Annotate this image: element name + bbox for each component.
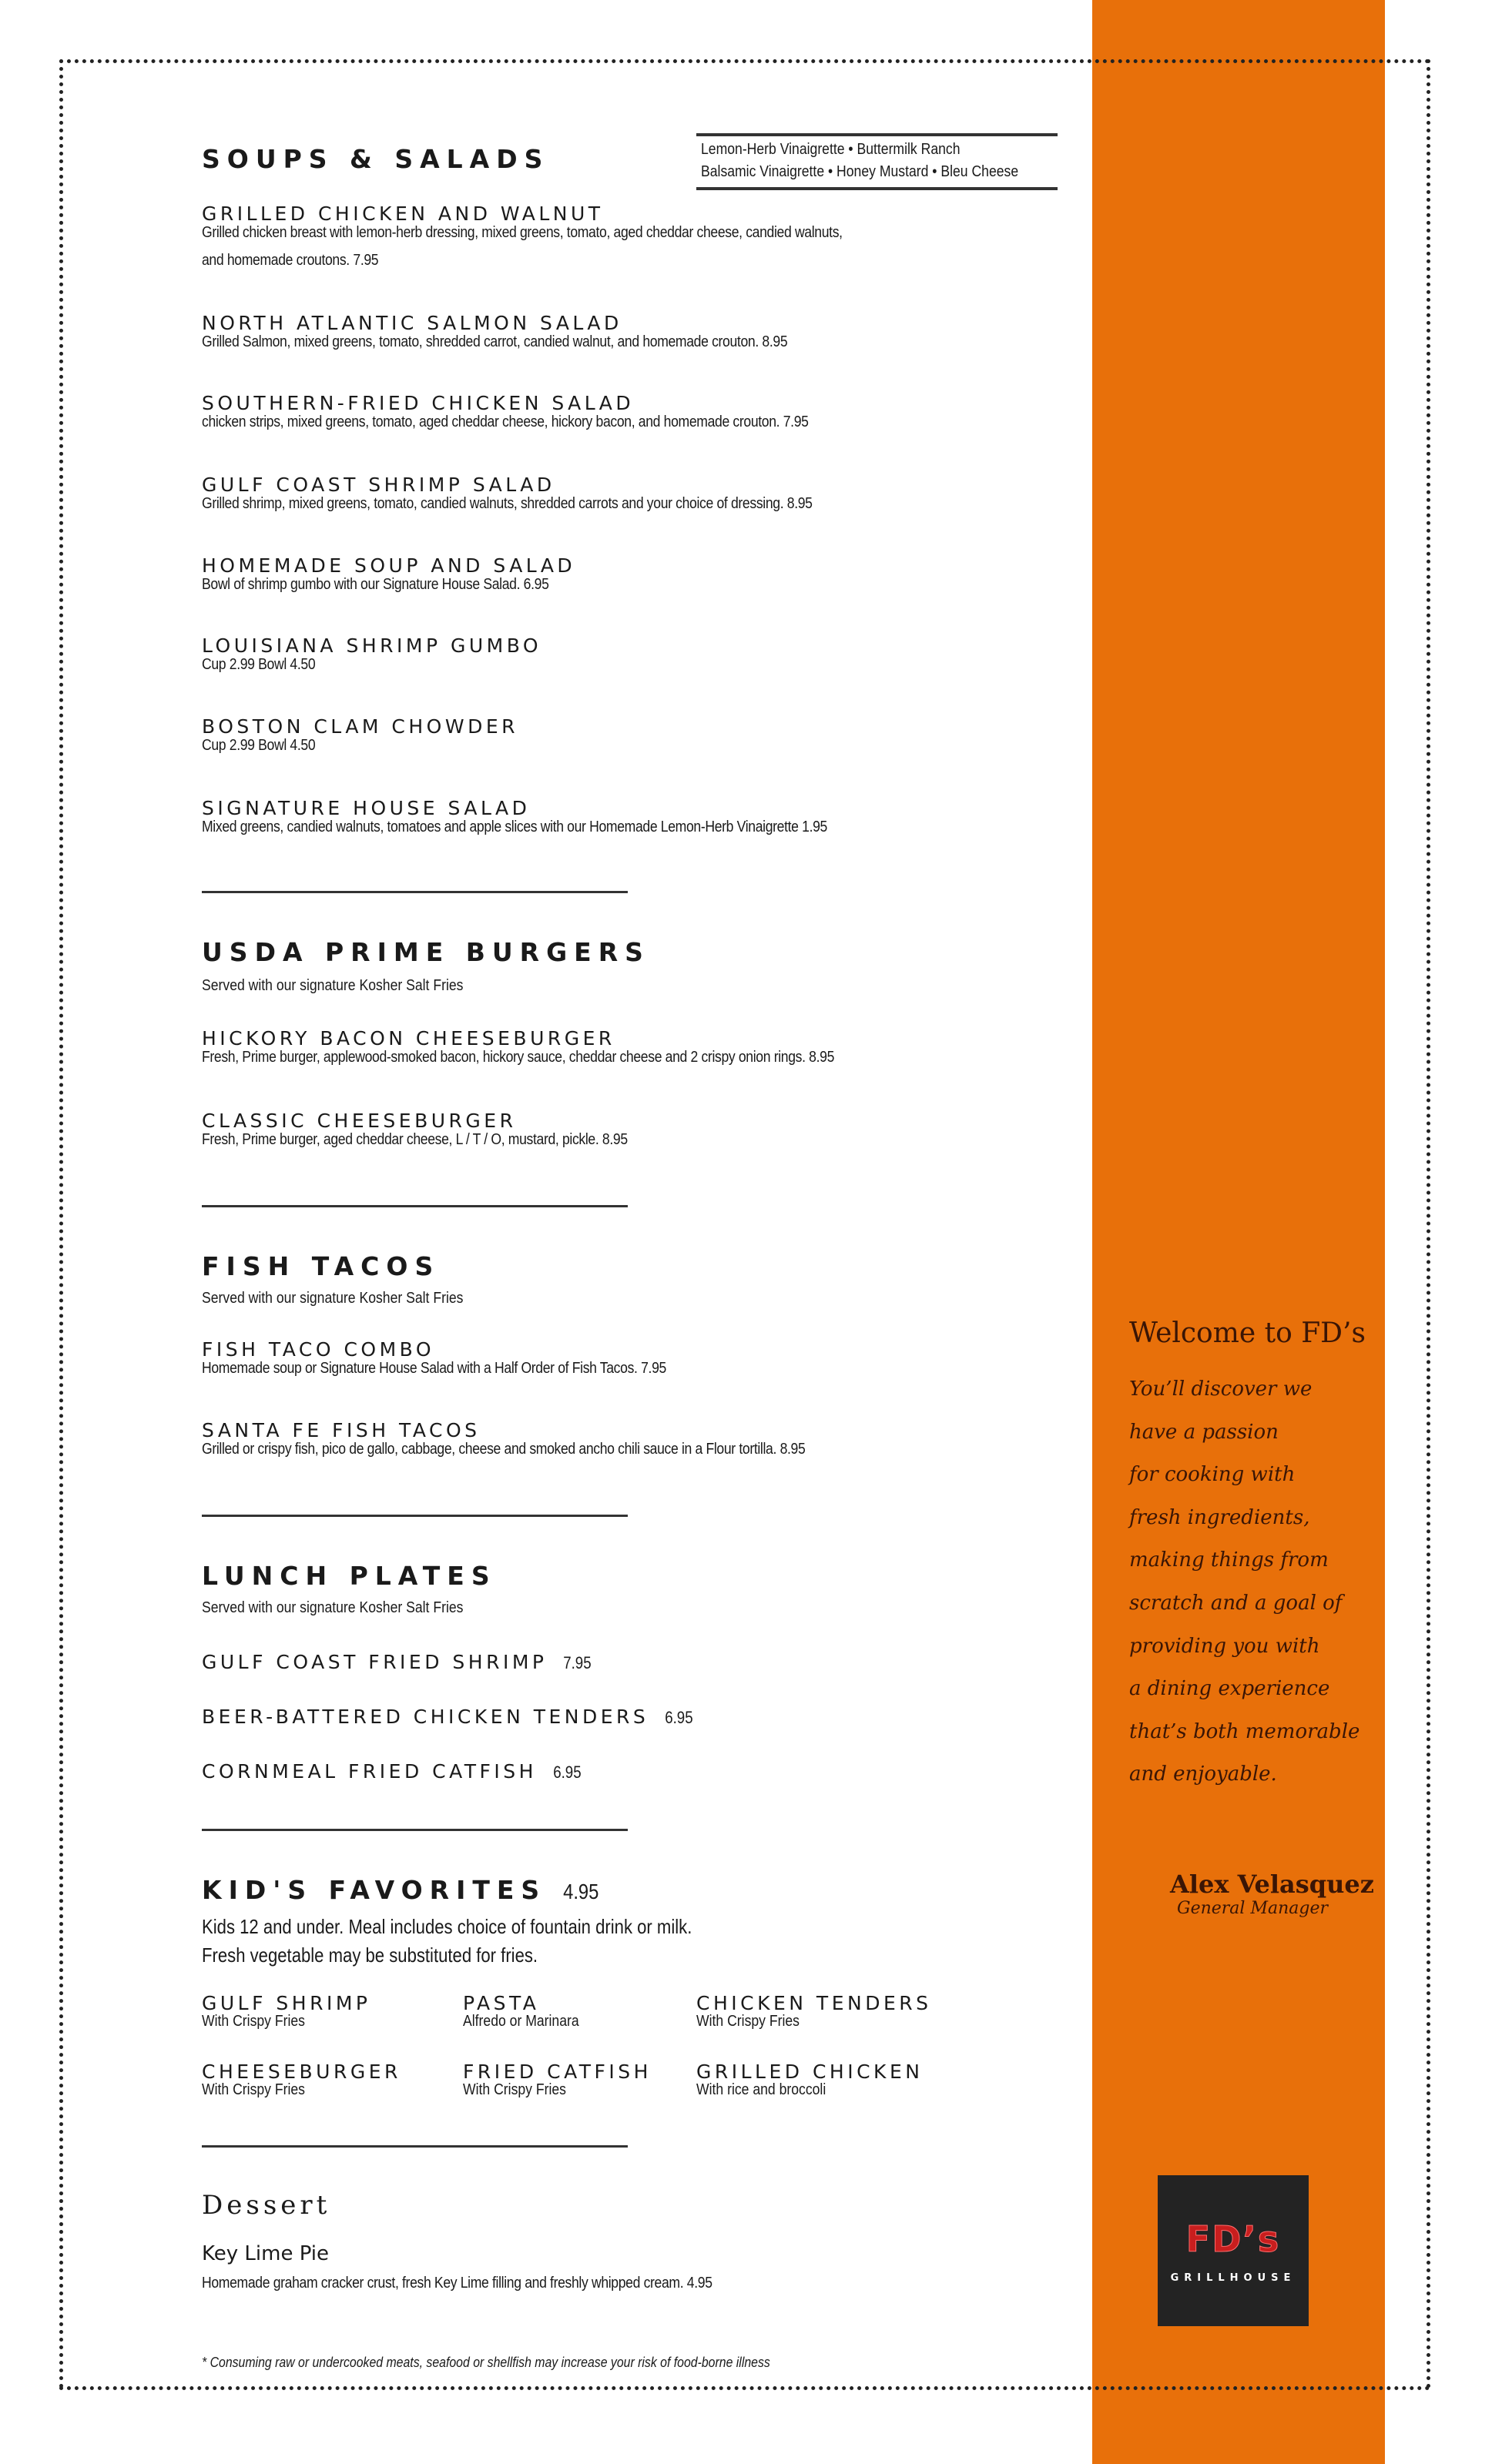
menu-item-description: Grilled chicken breast with lemon-herb dressing, mixed greens, tomato, aged cheddar cheese, candied walnuts,: [202, 224, 843, 241]
kids-note: Fresh vegetable may be substituted for fries.: [202, 1943, 538, 1967]
menu-item: [202, 1706, 696, 1729]
kids-item-subtitle: With rice and broccoli: [696, 2081, 826, 2098]
kids-item-subtitle: With Crispy Fries: [696, 2013, 800, 2030]
section-subtitle: Served with our signature Kosher Salt Fries: [202, 977, 464, 994]
dessert-item-name: Key Lime Pie: [202, 2242, 330, 2265]
welcome-text-line: that’s both memorable: [1129, 1719, 1360, 1743]
welcome-text-line: for cooking with: [1129, 1463, 1296, 1487]
kids-item-name: FRIED CATFISH: [463, 2061, 652, 2083]
menu-item: [202, 1760, 584, 1784]
menu-item-description: Homemade soup or Signature House Salad with a Half Order of Fish Tacos. 7.95: [202, 1360, 666, 1377]
section-divider: [202, 1829, 628, 1831]
kids-title: KID'S FAVORITES: [202, 1875, 547, 1905]
divider: [696, 187, 1058, 190]
section-subtitle: Served with our signature Kosher Salt Fries: [202, 1290, 464, 1307]
welcome-text-line: scratch and a goal of: [1129, 1592, 1343, 1615]
menu-item: [202, 1651, 594, 1675]
menu-item-name: BOSTON CLAM CHOWDER: [202, 715, 519, 738]
menu-item-description: Grilled shrimp, mixed greens, tomato, candied walnuts, shredded carrots and your choice of dressing. 8.95: [202, 495, 813, 512]
menu-item-description: Cup 2.99 Bowl 4.50: [202, 737, 316, 754]
menu-item-name: BEER-BATTERED CHICKEN TENDERS: [202, 1706, 649, 1728]
menu-item-description: Fresh, Prime burger, aged cheddar cheese, L / T / O, mustard, pickle. 8.95: [202, 1131, 628, 1148]
menu-item-name: GULF COAST FRIED SHRIMP: [202, 1651, 548, 1673]
menu-item-name: NORTH ATLANTIC SALMON SALAD: [202, 312, 622, 334]
menu-item-name: HICKORY BACON CHEESEBURGER: [202, 1027, 615, 1050]
welcome-text-line: making things from: [1129, 1548, 1329, 1572]
menu-item-name: GRILLED CHICKEN AND WALNUT: [202, 203, 604, 225]
menu-item-name: HOMEMADE SOUP AND SALAD: [202, 554, 576, 577]
section-divider: [202, 1205, 628, 1207]
welcome-text-line: fresh ingredients,: [1129, 1505, 1310, 1529]
kids-item-subtitle: With Crispy Fries: [202, 2013, 305, 2030]
menu-item-description: Grilled Salmon, mixed greens, tomato, shredded carrot, candied walnut, and homemade crouton. 8.95: [202, 333, 788, 350]
welcome-text-line: providing you with: [1129, 1634, 1320, 1658]
menu-item-name: CORNMEAL FRIED CATFISH: [202, 1760, 537, 1783]
section-title-lunch-plates: LUNCH PLATES: [202, 1561, 497, 1591]
fds-grillhouse-logo: [1158, 2175, 1309, 2326]
section-title-dessert: Dessert: [202, 2190, 331, 2221]
kids-item-subtitle: With Crispy Fries: [463, 2081, 566, 2098]
dressing-line-1: Lemon-Herb Vinaigrette • Buttermilk Ranch: [701, 141, 961, 158]
menu-item-name: LOUISIANA SHRIMP GUMBO: [202, 634, 542, 657]
logo-subtitle: GRILLHOUSE: [1170, 2272, 1296, 2284]
section-divider: [202, 891, 628, 893]
kids-item-name: CHEESEBURGER: [202, 2061, 401, 2083]
dessert-item-description: Homemade graham cracker crust, fresh Key Lime filling and freshly whipped cream. 4.95: [202, 2275, 712, 2292]
menu-item-description: Fresh, Prime burger, applewood-smoked bacon, hickory sauce, cheddar cheese and 2 crispy onion rings. 8.95: [202, 1049, 835, 1066]
menu-item-description: Bowl of shrimp gumbo with our Signature House Salad. 6.95: [202, 576, 549, 593]
menu-item-description: Grilled or crispy fish, pico de gallo, cabbage, cheese and smoked ancho chili sauce in a Flour tortilla. 8.95: [202, 1441, 806, 1458]
section-divider: [202, 1515, 628, 1517]
section-title-soups-salads: SOUPS & SALADS: [202, 144, 550, 174]
logo-mark: FD’s: [1185, 2218, 1281, 2260]
menu-item-name: GULF COAST SHRIMP SALAD: [202, 474, 555, 496]
kids-item-name: GULF SHRIMP: [202, 1992, 371, 2014]
menu-item-name: CLASSIC CHEESEBURGER: [202, 1110, 517, 1132]
menu-item-price: 6.95: [553, 1763, 582, 1782]
signature-title: General Manager: [1177, 1899, 1328, 1918]
welcome-text-line: have a passion: [1129, 1420, 1279, 1444]
signature-name: Alex Velasquez: [1170, 1870, 1374, 1899]
section-divider: [202, 2145, 628, 2148]
kids-item-name: PASTA: [463, 1992, 540, 2014]
kids-item-subtitle: With Crispy Fries: [202, 2081, 305, 2098]
footnote: * Consuming raw or undercooked meats, seafood or shellfish may increase your risk of food-borne illness: [202, 2355, 770, 2370]
divider: [696, 133, 1058, 136]
kids-price: 4.95: [563, 1880, 599, 1903]
menu-item-price: 7.95: [563, 1653, 592, 1672]
section-title-kids: [202, 1875, 602, 1907]
section-title-fish-tacos: FISH TACOS: [202, 1251, 441, 1281]
kids-item-name: CHICKEN TENDERS: [696, 1992, 932, 2014]
menu-item-description: Cup 2.99 Bowl 4.50: [202, 656, 316, 673]
welcome-text-line: and enjoyable.: [1129, 1763, 1277, 1786]
kids-item-name: GRILLED CHICKEN: [696, 2061, 924, 2083]
menu-item-description: chicken strips, mixed greens, tomato, aged cheddar cheese, hickory bacon, and homemade crouton. 7.95: [202, 413, 809, 430]
welcome-text-line: You’ll discover we: [1129, 1378, 1313, 1401]
menu-item-description: Mixed greens, candied walnuts, tomatoes and apple slices with our Homemade Lemon-Herb Vinaigrette 1.95: [202, 819, 827, 835]
menu-item-name: FISH TACO COMBO: [202, 1338, 435, 1361]
section-subtitle: Served with our signature Kosher Salt Fries: [202, 1599, 464, 1616]
menu-item-description: and homemade croutons. 7.95: [202, 252, 379, 269]
menu-item-name: SIGNATURE HOUSE SALAD: [202, 797, 531, 819]
menu-item-name: SANTA FE FISH TACOS: [202, 1419, 481, 1441]
welcome-heading: Welcome to FD’s: [1129, 1317, 1366, 1349]
section-title-burgers: USDA PRIME BURGERS: [202, 937, 650, 967]
menu-item-price: 6.95: [665, 1708, 693, 1727]
welcome-text-line: a dining experience: [1129, 1677, 1330, 1701]
dressing-line-2: Balsamic Vinaigrette • Honey Mustard • Bleu Cheese: [701, 163, 1019, 180]
kids-item-subtitle: Alfredo or Marinara: [463, 2013, 579, 2030]
kids-note: Kids 12 and under. Meal includes choice of fountain drink or milk.: [202, 1915, 692, 1938]
menu-item-name: SOUTHERN-FRIED CHICKEN SALAD: [202, 392, 635, 414]
